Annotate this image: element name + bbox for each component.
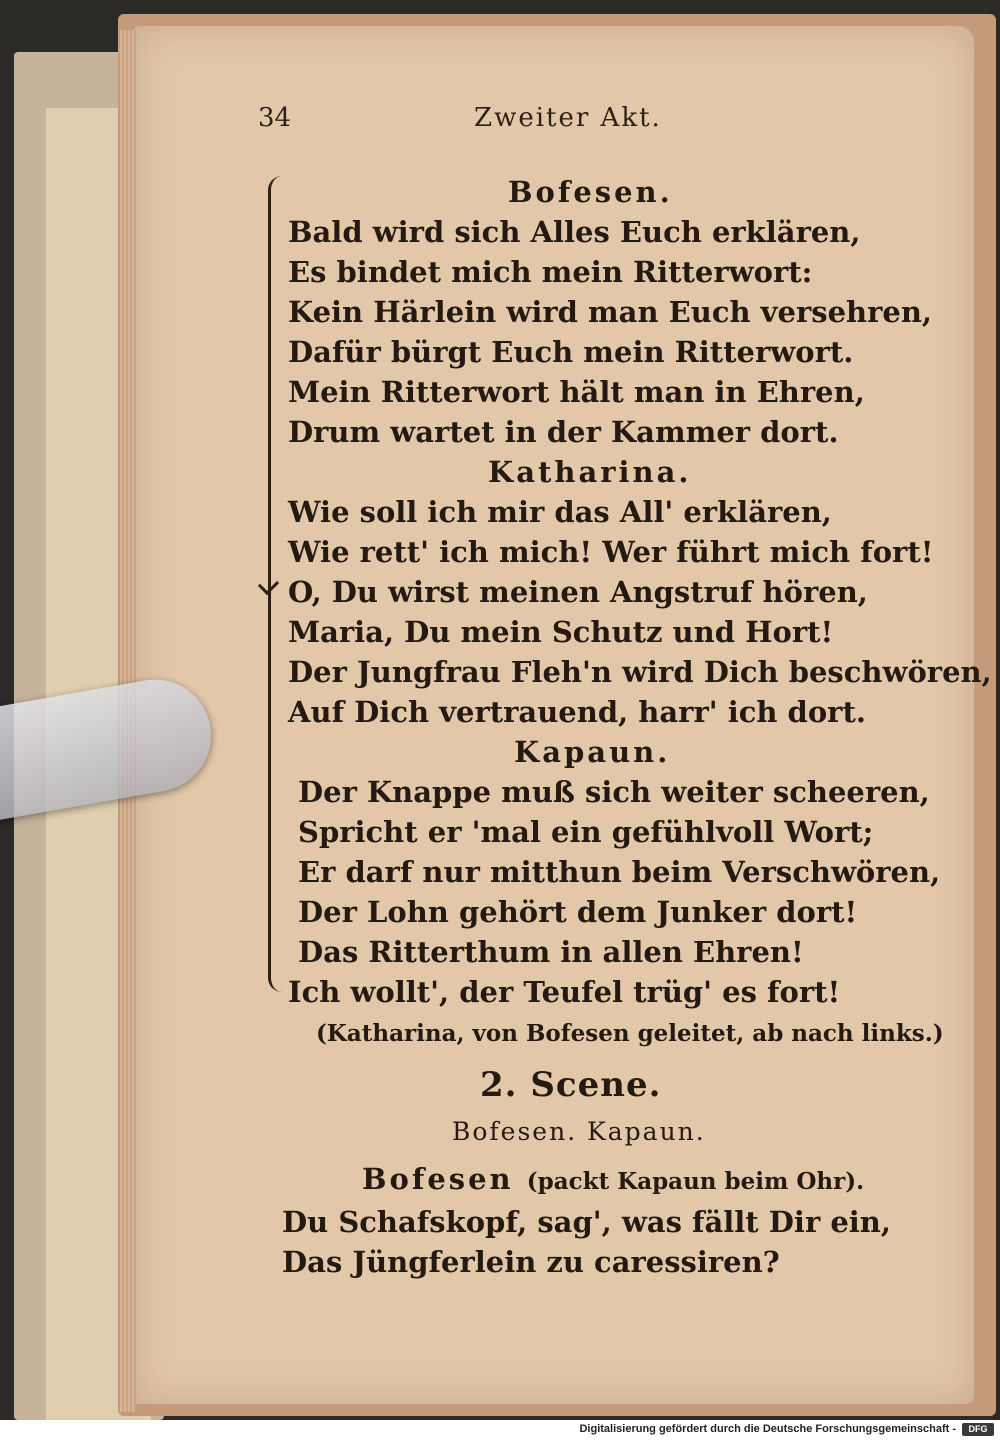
stage-direction: (Katharina, von Bofesen geleitet, ab nach links.): [316, 1020, 944, 1047]
verse-line: Der Knappe muß sich weiter scheeren,: [298, 775, 930, 809]
verse-line: Mein Ritterwort hält man in Ehren,: [288, 375, 865, 409]
speaker-name: Kapaun.: [514, 735, 671, 769]
funding-credit: Digitalisierung gefördert durch die Deutsche Forschungsgemeinschaft -: [579, 1423, 956, 1435]
scene-speaker: Bofesen: [362, 1162, 514, 1196]
scene-cast: Bofesen. Kapaun.: [452, 1117, 706, 1146]
verse-line: Auf Dich vertrauend, harr' ich dort.: [288, 695, 866, 729]
verse-line: Der Lohn gehört dem Junker dort!: [298, 895, 858, 929]
verse-line: Es bindet mich mein Ritterwort:: [288, 255, 813, 289]
verse-line: Das Jüngferlein zu caressiren?: [282, 1245, 780, 1279]
verse-line: Spricht er 'mal ein gefühlvoll Wort;: [298, 815, 874, 849]
verse-line: Wie soll ich mir das All' erklären,: [288, 495, 832, 529]
verse-line: Wie rett' ich mich! Wer führt mich fort!: [288, 535, 934, 569]
verse-line: Bald wird sich Alles Euch erklären,: [288, 215, 861, 249]
speaker-name: Katharina.: [488, 455, 692, 489]
verse-line: Er darf nur mitthun beim Verschwören,: [298, 855, 941, 889]
verse-line: Drum wartet in der Kammer dort.: [288, 415, 839, 449]
verse-line: Der Jungfrau Fleh'n wird Dich beschwören,: [288, 655, 992, 689]
dfg-logo-icon: DFG: [962, 1423, 994, 1436]
verse-line: Ich wollt', der Teufel trüg' es fort!: [288, 975, 841, 1009]
verse-line: O, Du wirst meinen Angstruf hören,: [288, 575, 868, 609]
verse-line: Das Ritterthum in allen Ehren!: [298, 935, 804, 969]
page-header: [0, 103, 1000, 143]
scene-title: 2. Scene.: [480, 1065, 662, 1105]
page-number: 34: [258, 103, 292, 133]
running-head: Zweiter Akt.: [474, 103, 662, 133]
scene-speaker-line: [362, 1162, 864, 1196]
verse-line: Dafür bürgt Euch mein Ritterwort.: [288, 335, 854, 369]
verse-line: Du Schafskopf, sag', was fällt Dir ein,: [282, 1205, 891, 1239]
scene-direction: (packt Kapaun beim Ohr).: [526, 1168, 865, 1195]
verse-line: Maria, Du mein Schutz und Hort!: [288, 615, 834, 649]
speaker-name: Bofesen.: [508, 175, 673, 209]
verse-line: Kein Härlein wird man Euch versehren,: [288, 295, 933, 329]
digitization-footer: [0, 1420, 1000, 1440]
